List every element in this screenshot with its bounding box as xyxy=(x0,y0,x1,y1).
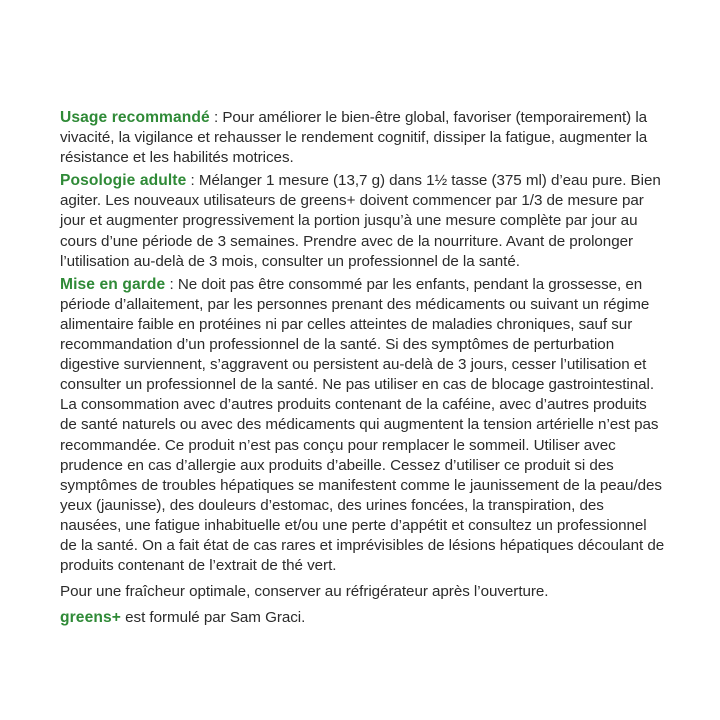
dosage-separator: : xyxy=(186,172,199,190)
dosage-heading: Posologie adulte xyxy=(60,172,187,190)
warning-separator: : xyxy=(165,275,178,293)
brand-name: greens+ xyxy=(60,609,121,627)
warning-paragraph xyxy=(60,275,666,576)
usage-heading: Usage recommandé xyxy=(60,109,210,126)
usage-body: Pour améliorer le bien-être global, favoriser (temporairement) la vivacité, la vigilance et rehausser le rendement cognitif, dissiper la fatigue, augmenter la résistance et les habilités motrices. xyxy=(60,109,648,167)
brand-paragraph xyxy=(60,608,666,628)
usage-paragraph xyxy=(60,108,666,168)
warning-body: Ne doit pas être consommé par les enfants, pendant la grossesse, en période d’allaitement, par les personnes prenant des médicaments ou suivant un régime alimentaire faible en protéines ni par celles atteintes de maladies chroniques, sauf sur recommandation d’un professionnel de la santé. Si des symptômes de perturbation digestive surviennent, s’aggravent ou persistent au-delà de 3 jours, cesser l’utilisation et consulter un professionnel de la santé. Ne pas utiliser en cas de blocage gastrointestinal. La consommation avec d’autres produits contenant de la caféine, avec d’autres produits de santé naturels ou avec des médicaments qui augmentent la tension artérielle n’est pas recommandée. Ce produit n’est pas conçu pour remplacer le sommeil. Utiliser avec prudence en cas d’allergie aux produits d’abeille. Cessez d’utiliser ce produit si des symptômes de troubles hépatiques se manifestent comme le jaunissement de la peau/des yeux (jaunisse), des douleurs d’estomac, des urines foncées, la transpiration, des nausées, une fatigue inhabituelle et/ou une perte d’appétit et consultez un professionnel de la santé. On a fait état de cas rares et imprévisibles de lésions hépatiques découlant de produits contenant de l’extrait de thé vert. xyxy=(60,275,665,575)
warning-heading: Mise en garde xyxy=(60,275,166,293)
dosage-body: Mélanger 1 mesure (13,7 g) dans 1½ tasse (375 ml) d’eau pure. Bien agiter. Les nouveaux utilisateurs de greens+ doivent commencer par 1/3 de mesure par jour et augmenter progressivement la portion jusqu’à une mesure complète par jour au cours d’une période de 3 semaines. Prendre avec de la nourriture. Avant de prolonger l’utilisation au-delà de 3 mois, consulter un professionnel de la santé. xyxy=(60,172,661,270)
brand-body: est formulé par Sam Graci. xyxy=(120,609,306,627)
storage-body: Pour une fraîcheur optimale, conserver au réfrigérateur après l’ouverture. xyxy=(60,583,549,601)
product-label-text xyxy=(60,108,666,631)
storage-paragraph xyxy=(60,582,666,602)
usage-separator: : xyxy=(209,109,223,126)
dosage-paragraph xyxy=(60,171,666,271)
